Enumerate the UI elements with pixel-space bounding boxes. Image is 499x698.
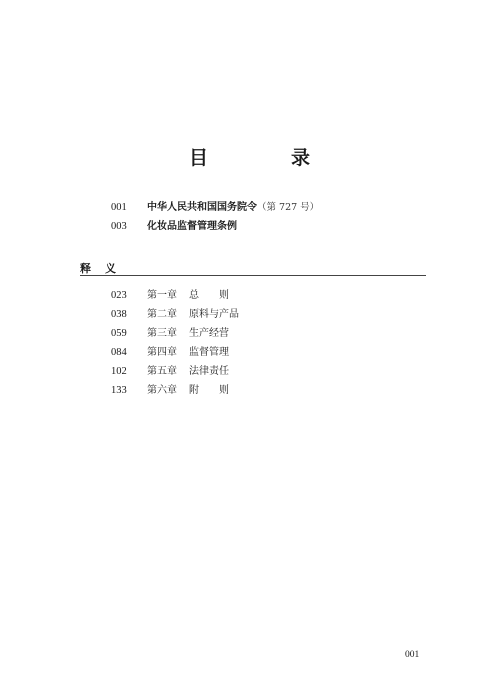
chapter-number: 第五章 [147,366,177,377]
entry-note: （第 727 号） [257,202,320,213]
chapter-number: 第一章 [147,290,177,301]
entry-title: 化妆品监督管理条例 [147,221,237,232]
section-heading: 释义 [80,262,130,275]
entry-page-number: 038 [111,309,127,320]
entry-title: 中华人民共和国国务院令 [147,202,257,213]
chapter-title: 法律责任 [189,366,229,377]
entry-page-number: 084 [111,347,127,358]
chapter-number: 第二章 [147,309,177,320]
toc-entry-regulation [111,219,237,235]
chapter-title: 原料与产品 [189,309,239,320]
entry-page-number: 102 [111,366,127,377]
toc-chapter-entry [111,307,239,323]
chapter-title: 附 则 [189,385,229,396]
toc-entry-decree [111,200,319,216]
chapter-title: 生产经营 [189,328,229,339]
entry-page-number: 059 [111,328,127,339]
toc-chapter-entry [111,345,229,361]
toc-chapter-entry [111,364,229,380]
chapter-title: 监督管理 [189,347,229,358]
toc-chapter-entry [111,326,229,342]
chapter-number: 第三章 [147,328,177,339]
entry-page-number: 023 [111,290,127,301]
page-title: 目 录 [188,147,342,169]
chapter-title: 总 则 [189,290,229,301]
chapter-number: 第六章 [147,385,177,396]
entry-page-number: 003 [111,221,127,232]
section-divider [80,275,426,276]
chapter-number: 第四章 [147,347,177,358]
entry-page-number: 001 [111,202,127,213]
page-number: 001 [405,650,420,660]
entry-page-number: 133 [111,385,127,396]
toc-chapter-entry [111,288,229,304]
toc-chapter-entry [111,383,229,399]
